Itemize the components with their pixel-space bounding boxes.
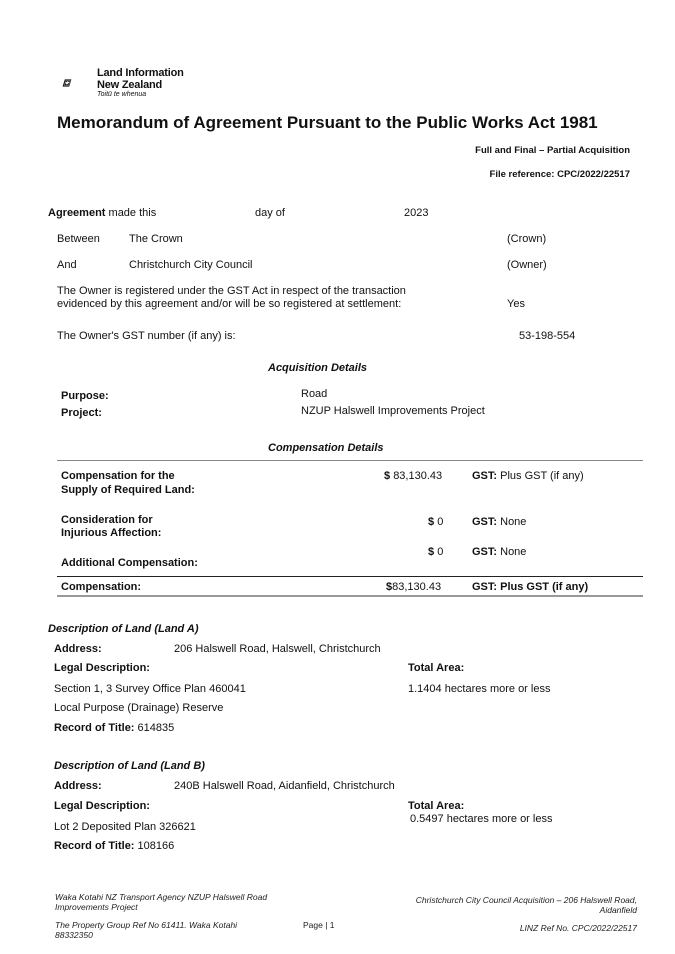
comp-row-amount: [428, 546, 443, 558]
comp-row-amount: [384, 470, 442, 482]
gst-label: GST:: [472, 470, 498, 482]
footer-left-2: [55, 920, 237, 940]
divider: [57, 460, 643, 461]
footer-line: Improvements Project: [55, 902, 138, 912]
total-area-label: Total Area:: [408, 800, 465, 812]
amount: 83,130.43: [392, 581, 442, 593]
currency-symbol: $: [386, 581, 393, 593]
address-value: 206 Halswell Road, Halswell, Christchurch: [174, 643, 381, 655]
gst-number-label: The Owner's GST number (if any) is:: [57, 330, 236, 342]
footer-line: The Property Group Ref No 61411. Waka Kotahi: [55, 920, 238, 930]
party-role: (Crown): [507, 233, 547, 245]
total-compensation-label: Compensation:: [61, 581, 142, 593]
legal-description-line: Section 1, 3 Survey Office Plan 460041: [54, 683, 246, 695]
footer-right-2: LINZ Ref No. CPC/2022/22517: [519, 923, 637, 933]
gst-number-value: 53-198-554: [519, 330, 576, 342]
footer-line: Waka Kotahi NZ Transport Agency NZUP Halswell Road: [55, 892, 268, 902]
total-area-value: 0.5497 hectares more or less: [410, 813, 553, 825]
comp-row-gst: [472, 546, 526, 558]
project-value: NZUP Halswell Improvements Project: [301, 405, 485, 417]
purpose-value: Road: [301, 388, 328, 400]
gst-label: GST:: [472, 546, 498, 558]
legal-description-label: Legal Description:: [54, 662, 150, 674]
gst-value: None: [500, 516, 527, 528]
record-of-title: [54, 722, 174, 734]
agreement-year: 2023: [404, 207, 429, 219]
agreement-day-of: day of: [255, 207, 285, 219]
amount: 83,130.43: [393, 470, 443, 482]
compensation-details-heading: Compensation Details: [268, 442, 384, 454]
address-value: 240B Halswell Road, Aidanfield, Christchurch: [174, 780, 395, 792]
file-reference: File reference: CPC/2022/22517: [489, 169, 630, 180]
total-compensation-gst: GST: Plus GST (if any): [472, 581, 589, 593]
party-role-label: Between: [57, 233, 100, 245]
comp-row-label: Injurious Affection:: [61, 527, 162, 539]
legal-description-label: Legal Description:: [54, 800, 150, 812]
land-a-heading: Description of Land (Land A): [48, 623, 199, 635]
party-name: The Crown: [129, 233, 183, 245]
amount: 0: [437, 516, 444, 528]
linz-logo-icon: [62, 66, 98, 100]
acquisition-type: Full and Final – Partial Acquisition: [475, 145, 630, 156]
project-label: Project:: [61, 407, 102, 419]
divider: [57, 595, 643, 597]
currency-symbol: $: [384, 470, 391, 482]
total-compensation-amount: [386, 581, 441, 593]
record-of-title: [54, 840, 174, 852]
currency-symbol: $: [428, 546, 435, 558]
comp-row-label: Supply of Required Land:: [61, 484, 195, 496]
logo-line-3: Toitū te whenua: [97, 91, 147, 98]
land-b-heading: Description of Land (Land B): [54, 760, 205, 772]
gst-registration-line-2: evidenced by this agreement and/or will be so registered at settlement:: [57, 298, 402, 310]
footer-right-1: [416, 895, 637, 915]
currency-symbol: $: [428, 516, 435, 528]
comp-row-gst: [472, 470, 584, 482]
total-area-label: Total Area:: [408, 662, 465, 674]
purpose-label: Purpose:: [61, 390, 109, 402]
legal-description-line: Local Purpose (Drainage) Reserve: [54, 702, 224, 714]
party-name: Christchurch City Council: [129, 259, 253, 271]
comp-row-label: Additional Compensation:: [61, 557, 198, 569]
comp-row-label: Consideration for: [61, 514, 153, 526]
gst-registration-line-1: The Owner is registered under the GST Act in respect of the transaction: [57, 285, 406, 297]
page-number: Page | 1: [303, 920, 335, 930]
gst-value: Plus GST (if any): [500, 470, 584, 482]
gst-label: GST:: [472, 516, 498, 528]
acquisition-details-heading: Acquisition Details: [268, 362, 368, 374]
footer-line: Christchurch City Council Acquisition – 206 Halswell Road,: [415, 895, 637, 905]
agreement-made-this: made this: [108, 207, 157, 219]
footer-left-1: [55, 892, 267, 912]
comp-row-label: Compensation for the: [61, 470, 175, 482]
footer-line: Aidanfield: [599, 905, 637, 915]
party-role: (Owner): [507, 259, 547, 271]
logo-line-1: Land Information: [97, 67, 184, 79]
amount: 0: [437, 546, 444, 558]
record-of-title-label: Record of Title:: [54, 722, 135, 734]
comp-row-gst: [472, 516, 526, 528]
comp-row-amount: [428, 516, 443, 528]
gst-registration-answer: Yes: [507, 298, 525, 310]
record-of-title-label: Record of Title:: [54, 840, 135, 852]
logo-line-2: New Zealand: [97, 79, 163, 91]
total-area-value: 1.1404 hectares more or less: [408, 683, 551, 695]
record-of-title-value: 108166: [137, 840, 175, 852]
agreement-line: [48, 207, 156, 219]
record-of-title-value: 614835: [137, 722, 175, 734]
party-role-label: And: [57, 259, 77, 271]
divider: [57, 576, 643, 577]
gst-value: None: [500, 546, 527, 558]
address-label: Address:: [54, 643, 102, 655]
document-title: Memorandum of Agreement Pursuant to the Public Works Act 1981: [57, 113, 598, 132]
agreement-label: Agreement: [48, 207, 106, 219]
footer-line: 88332350: [55, 930, 93, 940]
legal-description-line: Lot 2 Deposited Plan 326621: [54, 821, 196, 833]
address-label: Address:: [54, 780, 102, 792]
